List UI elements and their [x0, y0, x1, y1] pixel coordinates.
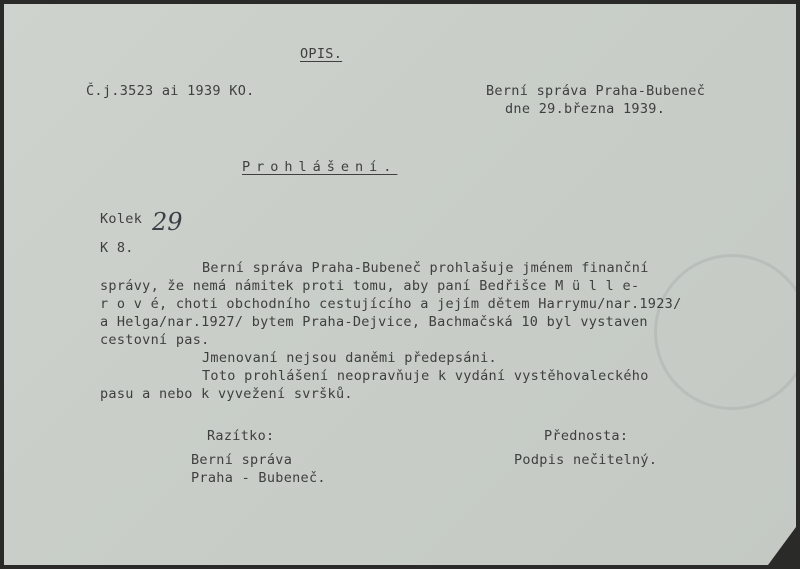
- folded-corner: [768, 527, 796, 565]
- seal-label: Razítko:: [207, 428, 275, 444]
- seal-office-line-1: Berní správa: [191, 452, 293, 468]
- copy-mark: OPIS.: [300, 46, 343, 62]
- head-label: Přednosta:: [544, 428, 629, 444]
- body-line-7: Toto prohlášení neopravňuje k vydání vystěhovaleckého: [202, 368, 649, 384]
- document-date: dne 29.března 1939.: [505, 101, 666, 117]
- document-title: Prohlášení.: [242, 159, 398, 175]
- stamp-amount: K 8.: [100, 240, 134, 256]
- body-line-4: a Helga/nar.1927/ bytem Praha-Dejvice, Bachmačská 10 byl vystaven: [100, 314, 648, 330]
- reference-number: Č.j.3523 ai 1939 KO.: [86, 83, 255, 99]
- stamp-label: Kolek: [100, 211, 143, 227]
- body-line-5: cestovní pas.: [100, 332, 210, 348]
- seal-office-line-2: Praha - Bubeneč.: [191, 470, 326, 486]
- handwritten-stamp-number: 29: [152, 208, 183, 236]
- document-page: [4, 4, 796, 565]
- body-line-6: Jmenovaní nejsou daněmi předepsáni.: [202, 350, 497, 366]
- body-line-8: pasu a nebo k vyvežení svršků.: [100, 386, 353, 402]
- body-line-2: správy, že nemá námitek proti tomu, aby paní Bedřišce M ü l l e-: [100, 278, 640, 294]
- signature-note: Podpis nečitelný.: [514, 452, 658, 468]
- body-line-3: r o v é, choti obchodního cestujícího a jejím dětem Harrymu/nar.1923/: [100, 296, 682, 312]
- faded-seal: [654, 254, 796, 410]
- office-name: Berní správa Praha-Bubeneč: [486, 83, 706, 99]
- body-line-1: Berní správa Praha-Bubeneč prohlašuje jménem finanční: [202, 260, 649, 276]
